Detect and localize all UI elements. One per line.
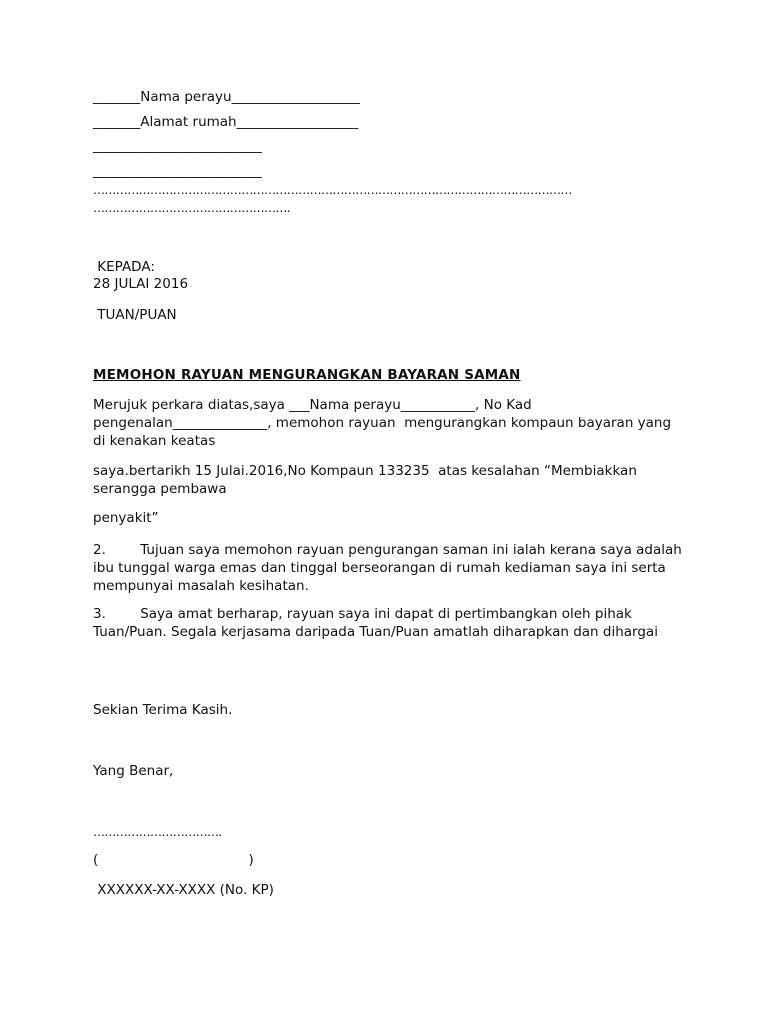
sign-off-text: Yang Benar, — [93, 763, 174, 779]
signature-dots: ……………………………. — [93, 825, 222, 839]
body-paragraph-3: 3. Saya amat berharap, rayuan saya ini dapat di pertimbangkan oleh pihak Tuan/Puan. Segala kerjasama daripada Tuan/Puan amatlah diharapkan dan dihargai — [93, 606, 658, 640]
body-paragraph-1c: penyakit” — [93, 510, 159, 526]
closing-text: Sekian Terima Kasih. — [93, 702, 233, 718]
signature-name-brackets: ( ) — [93, 852, 254, 868]
letter-date: 28 JULAI 2016 — [93, 276, 189, 292]
sender-blank-line-2: _________________________ — [93, 163, 262, 179]
body-paragraph-1: Merujuk perkara diatas,saya ___Nama perayu___________, No Kad pengenalan______________, memohon rayuan mengurangkan kompaun bayaran yang di kenakan keatas — [93, 397, 676, 449]
sender-blank-line-1: _________________________ — [93, 138, 262, 154]
recipient-to-label: KEPADA: — [93, 259, 155, 275]
sender-name-line: _______Nama perayu___________________ — [93, 89, 360, 105]
body-paragraph-1b: saya.bertarikh 15 Julai.2016,No Kompaun 133235 atas kesalahan “Membiakkan serangga pembawa — [93, 463, 642, 497]
letter-subject: MEMOHON RAYUAN MENGURANGKAN BAYARAN SAMAN — [93, 367, 521, 383]
signature-ic-number: XXXXXX-XX-XXXX (No. KP) — [93, 882, 274, 898]
salutation: TUAN/PUAN — [93, 307, 177, 323]
sender-address-line: _______Alamat rumah__________________ — [93, 114, 359, 130]
sender-dotted-line-1: ……………………………………………………………………………………………………………… — [93, 183, 572, 197]
body-paragraph-2: 2. Tujuan saya memohon rayuan pengurangan saman ini ialah kerana saya adalah ibu tunggal warga emas dan tinggal berseorangan di rumah kediaman saya ini serta mempunyai masalah kesihatan. — [93, 542, 687, 594]
sender-dotted-line-2: ……………………………………………. — [93, 201, 291, 215]
